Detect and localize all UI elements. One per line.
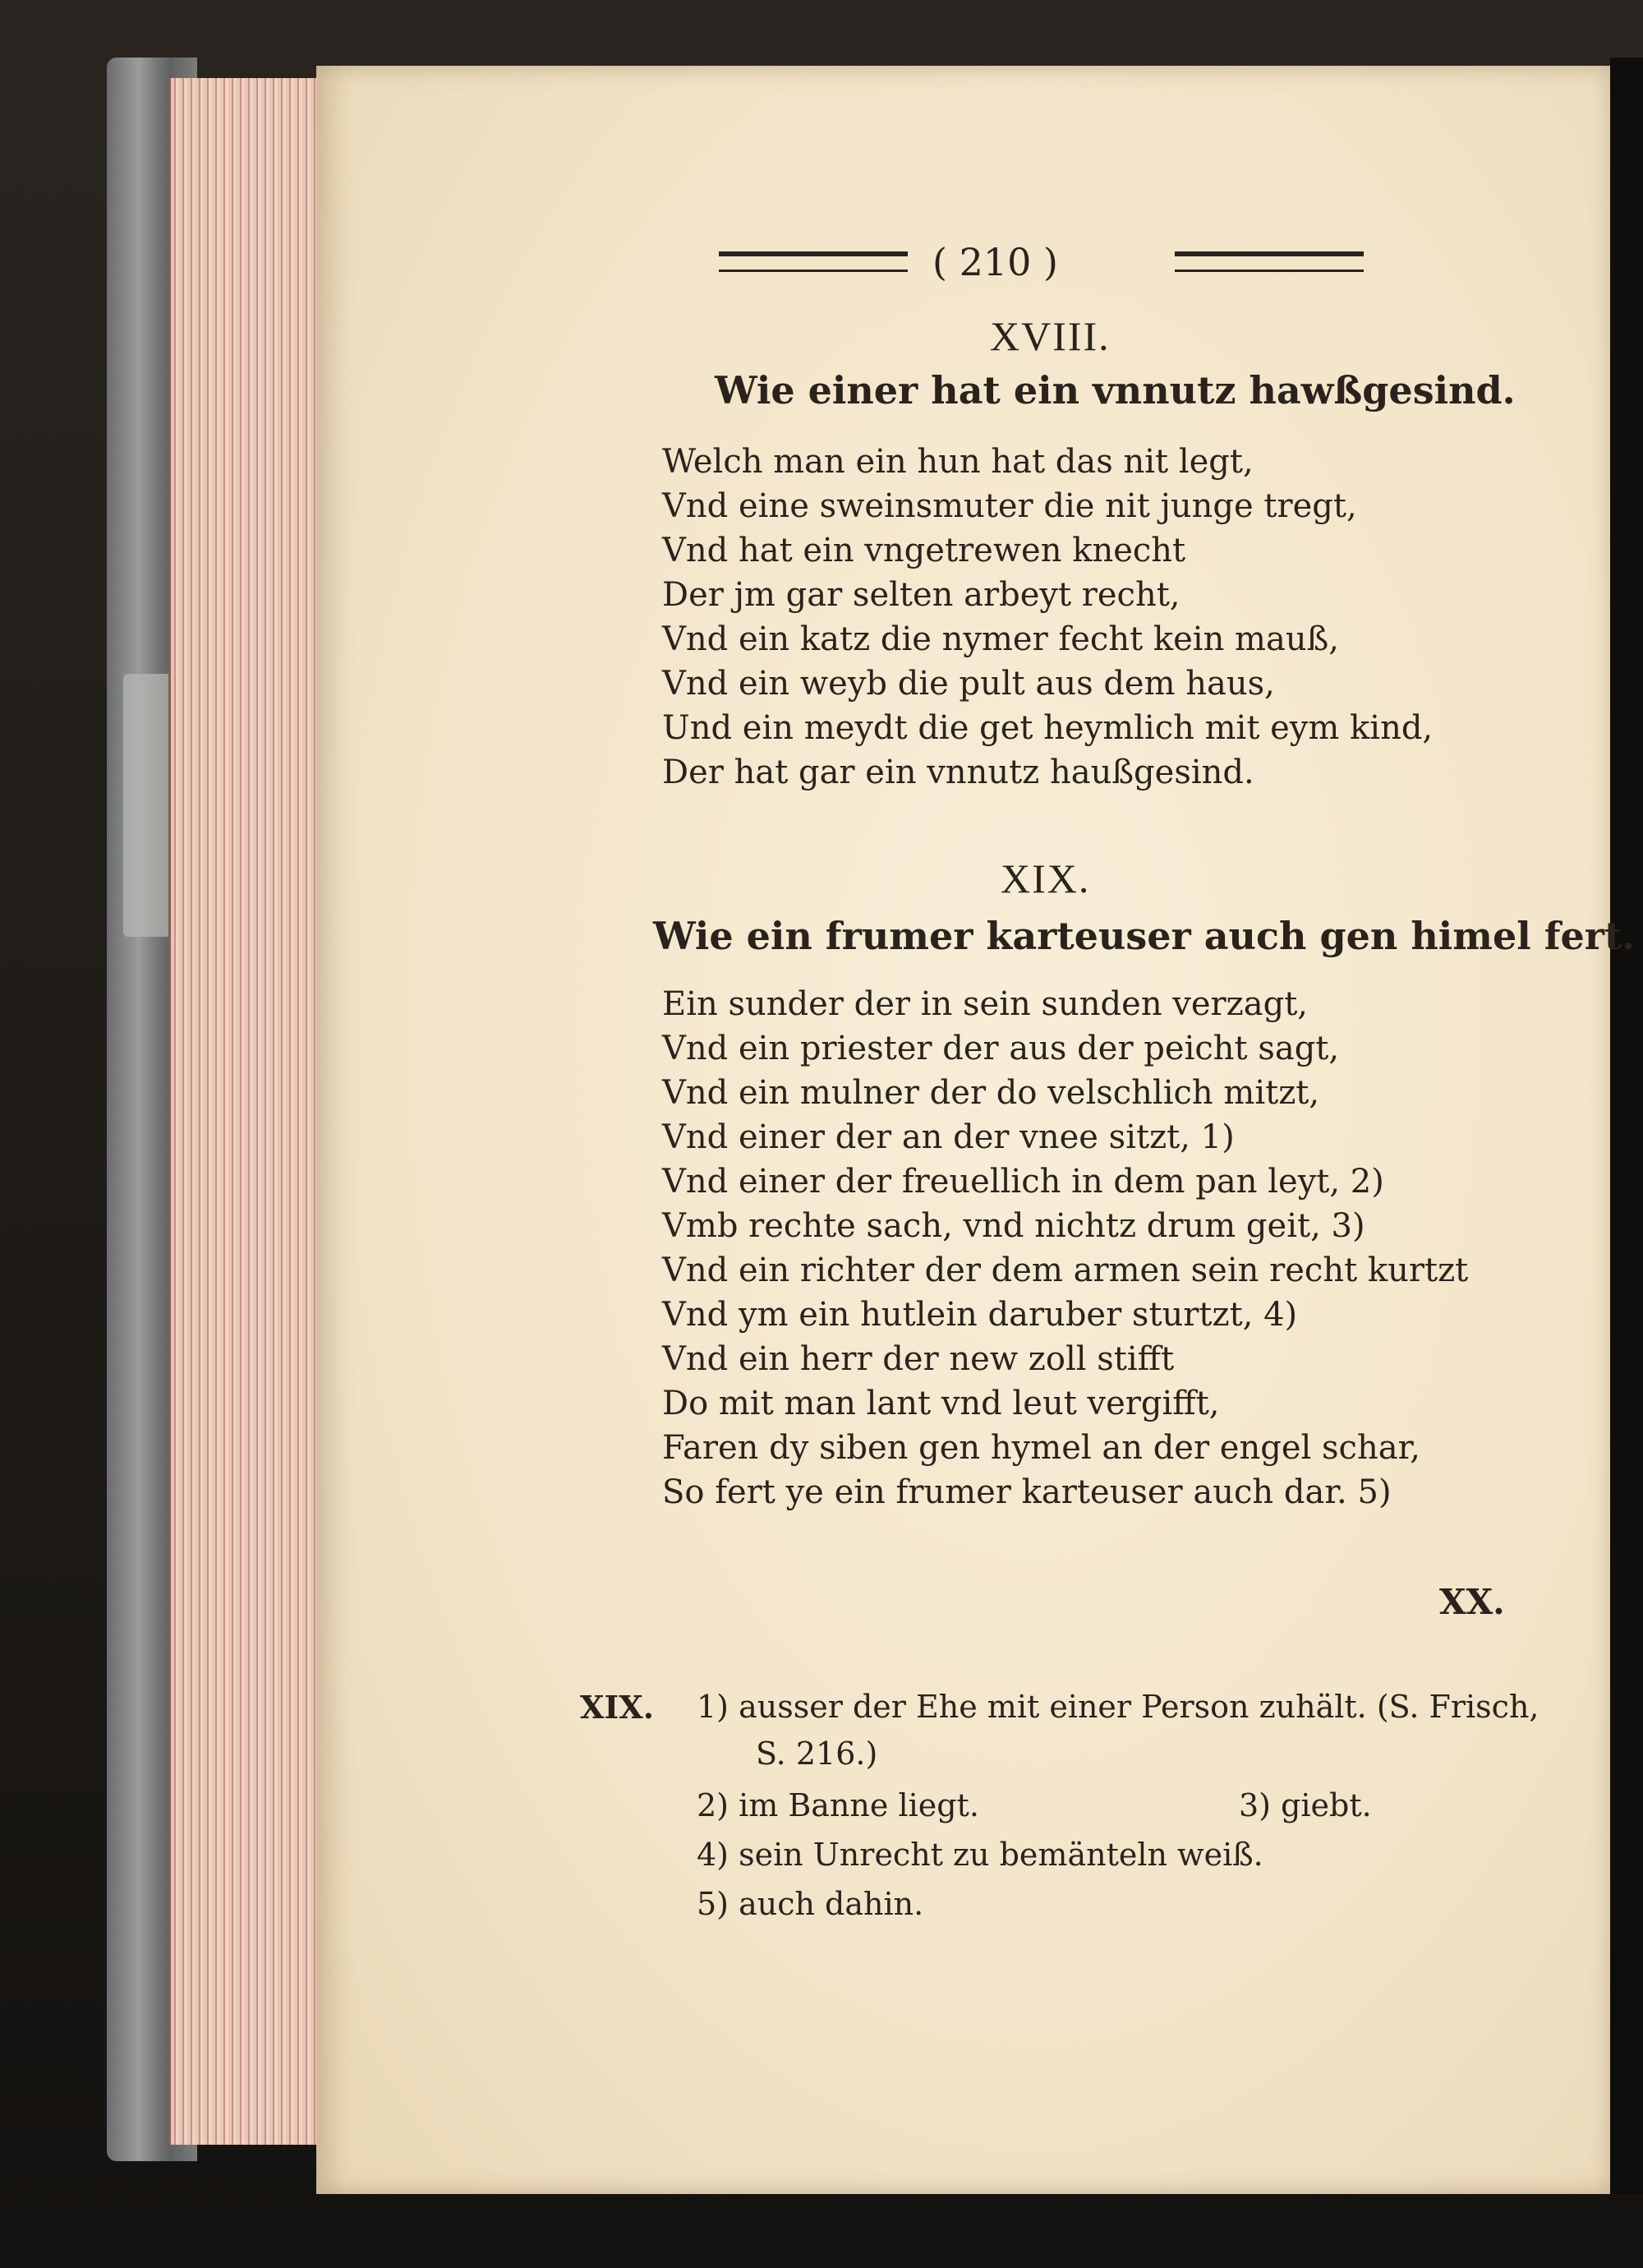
verse-line: Vnd hat ein vngetrewen knecht [662, 532, 1186, 569]
section-18-numeral: XVIII. [990, 313, 1111, 359]
verse-line: Und ein meydt die get heymlich mit eym kind, [662, 709, 1434, 747]
section-19-title: Wie ein frumer karteuser auch gen himel fert. [653, 914, 1636, 958]
verse-line: Der hat gar ein vnnutz haußgesind. [662, 754, 1254, 791]
section-18-verse [662, 440, 1433, 795]
verse-line: Vnd ym ein hutlein daruber sturtzt, 4) [662, 1296, 1298, 1334]
footnote-3: 3) giebt. [1239, 1787, 1372, 1823]
verse-line: Vnd ein weyb die pult aus dem haus, [662, 665, 1275, 703]
verse-line: Vnd ein mulner der do velschlich mitzt, [662, 1074, 1320, 1112]
section-18-title: Wie einer hat ein vnnutz hawßgesind. [715, 368, 1516, 413]
page-right-edge [1610, 58, 1643, 2194]
footnotes-label: XIX. [580, 1689, 654, 1726]
verse-line: Vnd eine sweinsmuter die nit junge tregt, [662, 487, 1357, 525]
verse-line: Vnd ein katz die nymer fecht kein mauß, [662, 620, 1340, 658]
header-rule-left [719, 251, 908, 272]
verse-line: Do mit man lant vnd leut vergifft, [662, 1385, 1220, 1422]
header-rule-right [1175, 251, 1364, 272]
verse-line: Vnd einer der an der vnee sitzt, 1) [662, 1118, 1235, 1156]
section-19-numeral: XIX. [1001, 855, 1091, 901]
footnote-1-line-2: S. 216.) [756, 1736, 878, 1772]
verse-line: Vnd ein richter der dem armen sein recht kurtzt [662, 1252, 1469, 1289]
verse-line: Vnd ein herr der new zoll stifft [662, 1340, 1175, 1378]
footnote-1-line-1: 1) ausser der Ehe mit einer Person zuhält. (S. Frisch, [697, 1689, 1539, 1725]
verse-line: Vnd ein priester der aus der peicht sagt, [662, 1030, 1340, 1067]
page-edges [168, 78, 319, 2145]
verse-line: Der jm gar selten arbeyt recht, [662, 576, 1180, 614]
section-19-verse [662, 982, 1468, 1514]
verse-line: Welch man ein hun hat das nit legt, [662, 443, 1254, 481]
verse-line: Vnd einer der freuellich in dem pan leyt, 2) [662, 1163, 1384, 1201]
verse-line: Vmb rechte sach, vnd nichtz drum geit, 3) [662, 1207, 1365, 1245]
verse-line: So fert ye ein frumer karteuser auch dar. 5) [662, 1473, 1392, 1511]
footnote-2: 2) im Banne liegt. [697, 1787, 979, 1823]
catchword: XX. [1439, 1582, 1505, 1622]
verse-line: Faren dy siben gen hymel an der engel schar, [662, 1429, 1421, 1467]
page-number: ( 210 ) [932, 240, 1058, 284]
footnote-4: 4) sein Unrecht zu bemänteln weiß. [697, 1837, 1263, 1873]
verse-line: Ein sunder der in sein sunden verzagt, [662, 985, 1308, 1023]
footnote-5: 5) auch dahin. [697, 1886, 924, 1922]
